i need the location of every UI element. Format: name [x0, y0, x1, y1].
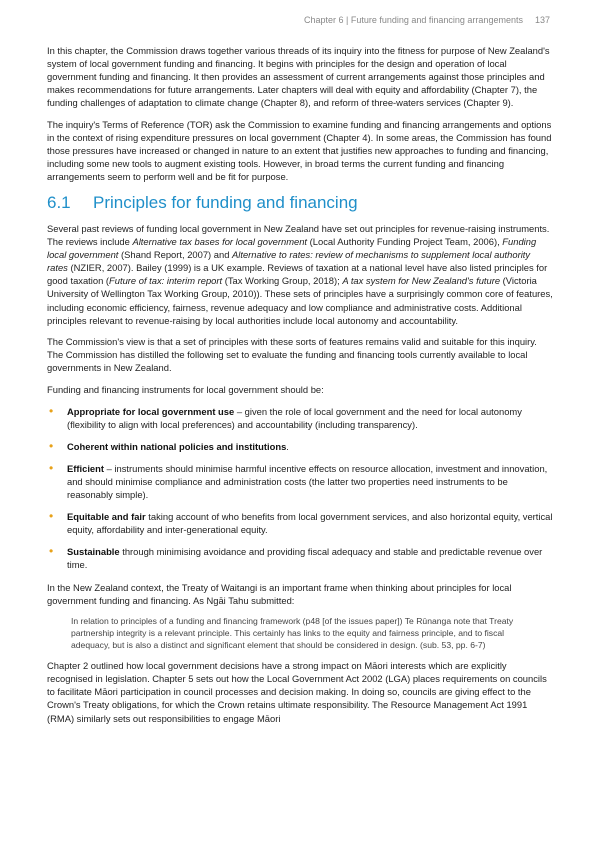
- bullet-icon: •: [49, 403, 54, 418]
- paragraph-commission-view: The Commission's view is that a set of principles with these sorts of features remains valid and suitable for this inquiry. The Commission has distilled the following set to evaluate the funding and financing tools currently available to local governments in New Zealand.: [47, 336, 537, 374]
- list-item: [47, 440, 553, 453]
- running-title: Chapter 6 | Future funding and financing arrangements: [303, 15, 523, 25]
- citation-title: Funding local government: [47, 236, 537, 261]
- bullet-icon: •: [49, 438, 54, 453]
- section-heading: [47, 192, 553, 214]
- list-item-term: Equitable and fair: [67, 511, 146, 523]
- bullet-icon: •: [49, 509, 54, 524]
- list-item-text: taking account of who benefits from local government services, and also horizontal equity, vertical equity, affordability and inter-generational equity.: [67, 511, 553, 536]
- text-run: (Victoria University of Wellington Tax Working Group, 2010)). These sets of principles have a surprisingly common core of features, including economic efficiency, fairness, revenue adequacy and low compliance and administrative costs. Additional principles relevant to revenue-raising by local authorities include local autonomy and accountability.: [47, 275, 553, 326]
- paragraph-past-reviews: [47, 222, 553, 327]
- list-item: [47, 405, 553, 431]
- citation-title: A tax system for New Zealand's future: [342, 275, 501, 287]
- text-run: (NZIER, 2007). Bailey (1999) is a UK example. Reviews of taxation at a national level have also listed principles for good taxation (: [47, 262, 548, 287]
- paragraph-maori-interests: Chapter 2 outlined how local government decisions have a strong impact on Māori interests which are explicitly recognised in legislation. Chapter 5 sets out how the Local Government Act 2002 (LGA) places requirements on councils to facilitate Māori participation in council processes and decision making. In doing so, councils are giving effect to the Crown's Treaty obligations, for which the Crown retains ultimate responsibility. The Resource Management Act 1991 (RMA) similarly sets out responsibilities to engage Māori: [47, 660, 547, 724]
- list-item-text: through minimising avoidance and providing fiscal adequacy and stable and predictable revenue over time.: [67, 546, 543, 571]
- text-run: (Shand Report, 2007) and: [118, 249, 233, 261]
- citation-title: Alternative to rates: review of mechanisms to supplement local authority rates: [47, 249, 531, 274]
- list-item-text: – instruments should minimise harmful incentive effects on resource allocation, investment and innovation, and should minimise compliance and administration costs (the latter two properties need instruments to be reasonably simple).: [67, 462, 548, 501]
- list-item: [47, 545, 553, 571]
- paragraph-list-intro: Funding and financing instruments for local government should be:: [47, 383, 324, 395]
- list-item-text: – given the role of local government and the need for local autonomy (flexibility to align with local preferences) and accountability (including transparency).: [67, 405, 522, 430]
- citation-title: Alternative tax bases for local government: [132, 236, 308, 248]
- bullet-icon: •: [49, 460, 54, 475]
- list-item-text: .: [286, 440, 289, 452]
- list-item: [47, 462, 553, 501]
- list-item-term: Sustainable: [67, 546, 120, 558]
- principles-list: [47, 405, 553, 572]
- text-run: Several past reviews of funding local government in New Zealand have set out principles for revenue-raising instruments. The reviews include: [47, 222, 550, 248]
- page-body: [47, 44, 553, 733]
- block-quote: In relation to principles of a funding and financing framework (p48 [of the issues paper]) Te Rūnanga note that Treaty partnership integrity is a relevant principle. This certainly has links to the equity and fairness principle, and to fiscal adequacy, but is also a distinct and significant element that should be considered in design. (sub. 53, pp. 6-7): [71, 616, 514, 651]
- list-item-term: Efficient: [67, 462, 104, 474]
- section-title: Principles for funding and financing: [93, 192, 358, 212]
- page-number: 137: [534, 15, 550, 25]
- paragraph-tor: The inquiry's Terms of Reference (TOR) ask the Commission to examine funding and financing arrangements and options in the context of rising expenditure pressures on local government (Chapter 4). In some areas, the Commission has found those pressures have increased or changed in nature to an extent that justifies new approaches to funding and financing, including some new tools to augment existing tools. However, in broad terms the current funding and financing arrangements seem to perform well and be fit for purpose.: [47, 118, 552, 183]
- text-run: (Tax Working Group, 2018);: [222, 275, 343, 287]
- citation-title: Future of tax: interim report: [109, 275, 223, 287]
- list-item-term: Appropriate for local government use: [67, 405, 235, 417]
- section-number: 6.1: [47, 192, 71, 212]
- text-run: (Local Authority Funding Project Team, 2006),: [307, 236, 503, 248]
- running-header: [304, 15, 550, 25]
- bullet-icon: •: [49, 544, 54, 559]
- paragraph-intro: In this chapter, the Commission draws together various threads of its inquiry into the fitness for purpose of New Zealand's system of local government funding and financing. It begins with principles for the design and operation of local government funding and financing. It then provides an assessment of current arrangements against those principles and makes recommendations for future arrangements. Later chapters will deal with equity and affordability (Chapter 7), the funding challenges of adaptation to climate change (Chapter 8), and reform of three-waters services (Chapter 9).: [47, 45, 550, 109]
- list-item-term: Coherent within national policies and institutions: [67, 440, 287, 452]
- list-item: [47, 510, 553, 536]
- paragraph-treaty: In the New Zealand context, the Treaty of Waitangi is an important frame when thinking about principles for local government funding and financing. As Ngāi Tahu submitted:: [47, 581, 512, 606]
